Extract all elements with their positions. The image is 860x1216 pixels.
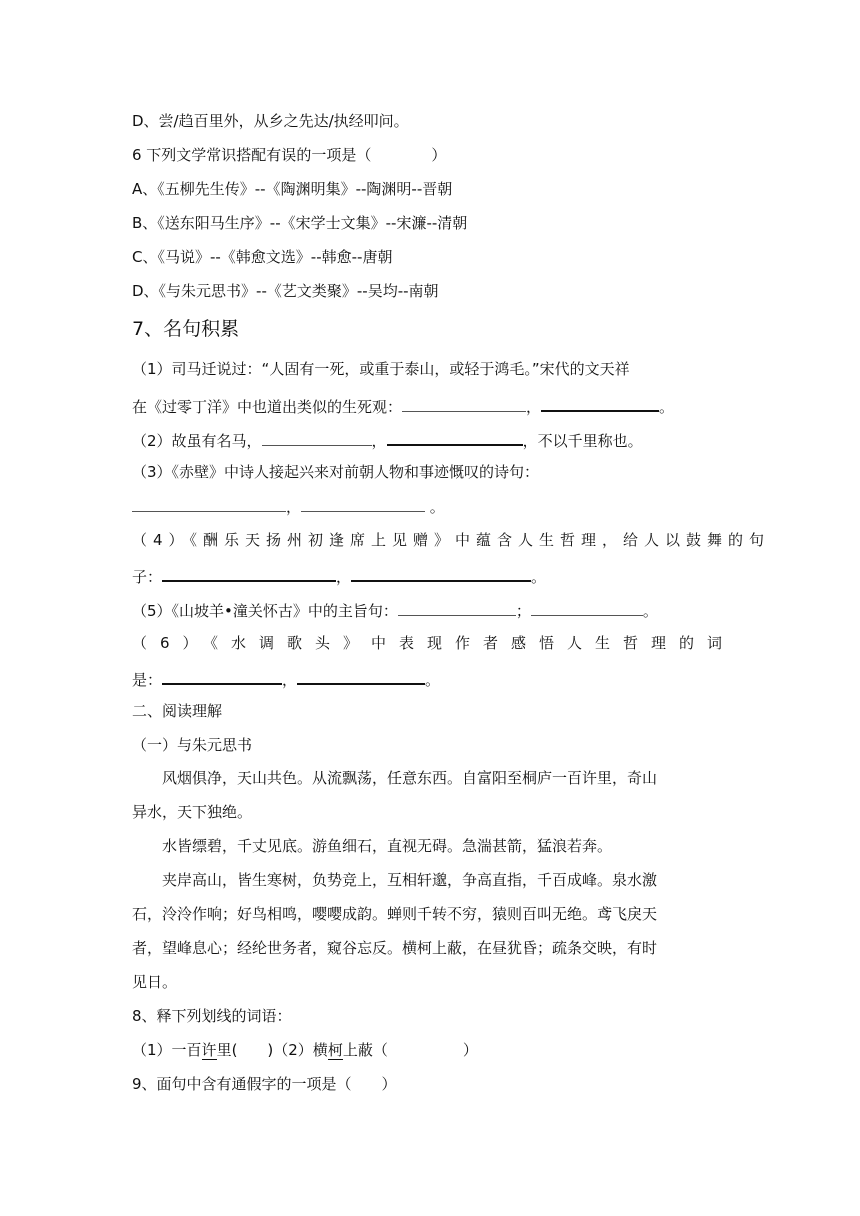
- answer-blank[interactable]: [387, 428, 523, 446]
- q6-option-b: B、《送东阳马生序》--《宋学士文集》--宋濂--清朝: [132, 214, 468, 232]
- section2-subtitle: （一）与朱元思书: [132, 736, 253, 754]
- q8-part1-post: 里( )（2）横: [216, 1041, 328, 1059]
- q9-stem: 9、面句中含有通假字的一项是（ ）: [132, 1075, 397, 1093]
- q8-part1-pre: （1）一百: [132, 1041, 202, 1059]
- q7-item1-text: 在《过零丁洋》中也道出类似的生死观：: [132, 398, 403, 416]
- q6-option-d: D、《与朱元思书》--《艺文类聚》--吴均--南朝: [132, 282, 439, 300]
- punct-semicolon: ；: [515, 602, 531, 620]
- answer-blank[interactable]: [531, 599, 643, 616]
- q6-option-c: C、《马说》--《韩愈文选》--韩愈--唐朝: [132, 248, 393, 266]
- answer-blank[interactable]: [301, 495, 425, 512]
- q7-item4-text: 子：: [132, 568, 163, 586]
- q7-item6-text: 是：: [132, 671, 163, 689]
- punct-period: 。: [425, 671, 441, 689]
- q8-part2-post: 上蔽（ ）: [342, 1041, 478, 1059]
- q7-item2-end: ，不以千里称也。: [522, 432, 643, 450]
- punct-comma: ，: [371, 432, 387, 450]
- q7-item5: [132, 599, 658, 621]
- punct-period: 。: [642, 602, 658, 620]
- answer-blank[interactable]: [162, 667, 282, 685]
- punct-comma: ，: [286, 498, 302, 516]
- q7-item1-line2: [132, 394, 674, 417]
- punct-comma: ，: [336, 568, 352, 586]
- passage-para1-line1: 风烟俱净，天山共色。从流飘荡，任意东西。自富阳至桐庐一百许里，奇山: [162, 769, 658, 787]
- passage-para3-line4: 见日。: [132, 973, 178, 991]
- passage-para3-line3: 者，望峰息心；经纶世务者，窥谷忘反。横柯上蔽，在昼犹昏；疏条交映，有时: [132, 939, 658, 957]
- q7-item6-line2: [132, 667, 440, 690]
- q7-item3-answers: [132, 495, 445, 517]
- q6-option-a: A、《五柳先生传》--《陶渊明集》--陶渊明--晋朝: [132, 180, 453, 198]
- q7-item4-line1: （4）《酬乐天扬州初逢席上见赠》中蕴含人生哲理，给人以鼓舞的句: [132, 531, 771, 549]
- answer-blank[interactable]: [351, 564, 531, 582]
- q7-item1-line1: （1）司马迁说过：“人固有一死，或重于泰山，或轻于鸿毛。”宋代的文天祥: [132, 360, 630, 378]
- punct-period: 。: [659, 398, 675, 416]
- q7-item2: [132, 428, 643, 451]
- punct-comma: ，: [526, 398, 542, 416]
- answer-blank[interactable]: [162, 564, 336, 582]
- underlined-word: 许: [201, 1041, 217, 1059]
- q8-items: [132, 1040, 478, 1060]
- q7-item6-line1: （6）《水调歌头》中表现作者感悟人生哲理的词: [132, 634, 736, 652]
- answer-blank[interactable]: [541, 394, 659, 412]
- punct-comma: ，: [282, 671, 298, 689]
- q7-title: 7、名句积累: [132, 318, 240, 340]
- punct-period: 。: [531, 568, 547, 586]
- answer-blank[interactable]: [297, 667, 425, 685]
- passage-para1-line2: 异水，天下独绝。: [132, 803, 253, 821]
- q6-stem: 6 下列文学常识搭配有误的一项是（ ）: [132, 146, 447, 164]
- passage-para3-line1: 夹岸高山，皆生寒树，负势竞上，互相轩邈，争高直指，千百成峰。泉水激: [162, 871, 658, 889]
- underlined-word: 柯: [327, 1041, 343, 1059]
- passage-para3-line2: 石，泠泠作响；好鸟相鸣，嘤嘤成韵。蝉则千转不穷，猿则百叫无绝。鸢飞戾天: [132, 905, 658, 923]
- q5-option-d: D、尝/趋百里外，从乡之先达/执经叩问。: [132, 112, 409, 130]
- answer-blank[interactable]: [398, 599, 516, 616]
- q7-item2-text: （2）故虽有名马，: [132, 432, 262, 450]
- q7-item4-line2: [132, 564, 546, 587]
- answer-blank[interactable]: [262, 429, 372, 446]
- punct-period: 。: [425, 498, 445, 516]
- q7-item5-text: （5）《山坡羊•潼关怀古》中的主旨句：: [132, 602, 398, 620]
- q8-stem: 8、释下列划线的词语：: [132, 1007, 292, 1025]
- section2-title: 二、阅读理解: [132, 702, 223, 720]
- answer-blank[interactable]: [402, 395, 526, 412]
- answer-blank[interactable]: [132, 495, 286, 512]
- q7-item3: （3）《赤壁》中诗人接起兴来对前朝人物和事迹慨叹的诗句：: [132, 463, 540, 481]
- passage-para2: 水皆缥碧，千丈见底。游鱼细石，直视无碍。急湍甚箭，猛浪若奔。: [162, 837, 613, 855]
